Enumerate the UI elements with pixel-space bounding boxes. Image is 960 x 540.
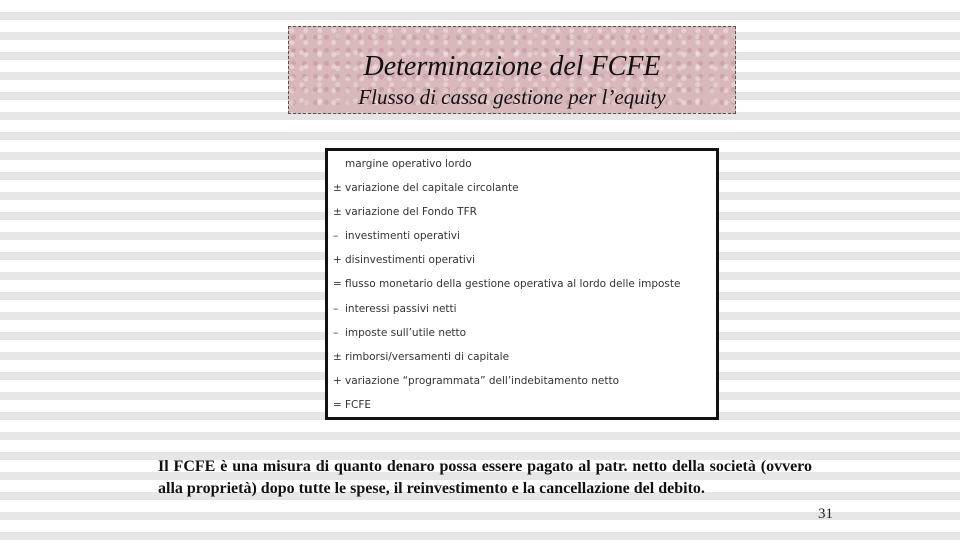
fcfe-row [333,275,680,293]
fcfe-row-label: interessi passivi netti [345,303,457,315]
fcfe-row-symbol: + [333,254,342,266]
fcfe-row-label: FCFE [345,399,372,411]
fcfe-row-label: disinvestimenti operativi [345,254,475,266]
fcfe-row-label: investimenti operativi [345,230,460,242]
fcfe-row [333,396,371,414]
slide-subtitle: Flusso di cassa gestione per l’equity [358,85,666,109]
fcfe-row-label: rimborsi/versamenti di capitale [345,351,510,363]
fcfe-row-symbol: ± [333,351,342,363]
fcfe-row-symbol: = [333,278,342,290]
fcfe-row-label: variazione del Fondo TFR [345,206,477,218]
fcfe-row [333,155,472,173]
fcfe-row [333,324,466,342]
page-number: 31 [818,506,833,522]
fcfe-row [333,203,477,221]
fcfe-row [333,348,509,366]
fcfe-row-symbol: + [333,375,342,387]
fcfe-row-label: imposte sull’utile netto [345,327,467,339]
fcfe-row [333,251,475,269]
fcfe-definition-paragraph: Il FCFE è una misura di quanto denaro possa essere pagato al patr. netto della società (ovvero alla proprietà) dopo tutte le spese, il reinvestimento e la cancellazione del debito. [158,458,812,497]
fcfe-row [333,227,460,245]
fcfe-row-symbol: – [333,303,339,315]
fcfe-row-symbol: ± [333,182,342,194]
fcfe-row [333,372,619,390]
fcfe-row-symbol: = [333,399,342,411]
fcfe-row-label: margine operativo lordo [345,158,472,170]
fcfe-row-label: flusso monetario della gestione operativa al lordo delle imposte [345,278,681,290]
fcfe-table [325,148,719,420]
fcfe-row-label: variazione del capitale circolante [345,182,519,194]
fcfe-row [333,179,519,197]
fcfe-row-symbol: ± [333,206,342,218]
fcfe-row-symbol: – [333,327,339,339]
fcfe-row-symbol: – [333,230,339,242]
fcfe-row-label: variazione “programmata” dell’indebitamento netto [345,375,619,387]
title-box [288,26,736,114]
fcfe-row [333,300,457,318]
slide-title: Determinazione del FCFE [363,51,661,82]
